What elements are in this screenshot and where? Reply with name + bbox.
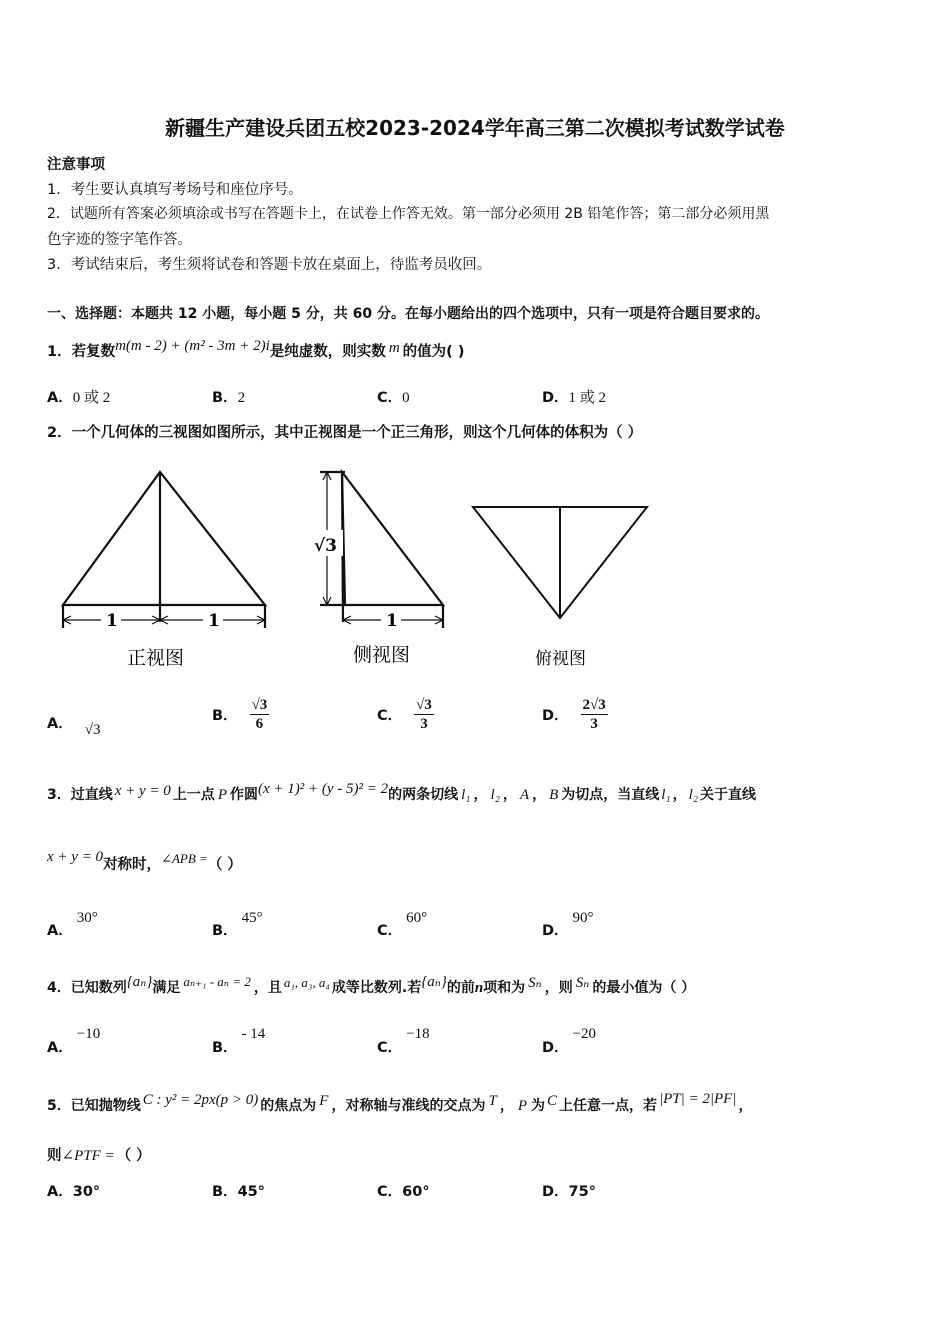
q5-text: 的焦点为 [260, 1098, 317, 1114]
option-d[interactable] [542, 1022, 597, 1056]
option-label: A． [47, 1184, 73, 1200]
question-5-cont [47, 1144, 151, 1165]
question-5 [47, 1091, 753, 1115]
q3-text: 的两条切线 [388, 787, 459, 803]
option-b[interactable] [212, 688, 269, 740]
section-heading: 一、选择题：本题共 12 小题，每小题 5 分，共 60 分。在每小题给出的四个选项中，只有一项是符合题目要求的。 [47, 306, 769, 322]
q3-text: 上一点 [172, 787, 215, 803]
q3-text: 3．过直线 [47, 787, 113, 803]
option-label: B． [212, 1040, 238, 1056]
option-label: C． [377, 1184, 403, 1200]
q3-point-a: A [519, 787, 530, 803]
option-value: 0 [402, 390, 410, 406]
q1-expression: m(m - 2) + (m² - 3m + 2)i [115, 338, 270, 354]
option-a[interactable] [47, 712, 101, 738]
q1-var: m [388, 340, 400, 356]
notice-item: 1．考生要认真填写考场号和座位序号。 [47, 182, 303, 198]
question-1 [47, 340, 464, 361]
question-2: 2．一个几何体的三视图如图所示，其中正视图是一个正三角形，则这个几何体的体积为（ ） [47, 425, 643, 441]
q3-l1: l₁ [461, 787, 471, 803]
option-c[interactable] [377, 386, 410, 407]
option-label: D． [542, 923, 569, 939]
option-b[interactable] [212, 1180, 265, 1201]
q3-text: 为切点，当直线 [561, 787, 660, 803]
option-b[interactable] [212, 1022, 266, 1056]
q5-text: ，对称轴与准线的交点为 [331, 1098, 486, 1114]
three-view-figure [55, 460, 675, 679]
fraction-denominator: 3 [590, 715, 598, 732]
q5-text: 5．已知抛物线 [47, 1098, 141, 1114]
option-label: C． [377, 1040, 403, 1056]
q5-angle: ∠PTF = [61, 1148, 115, 1164]
notice-item: 2．试题所有答案必须填涂或书写在答题卡上，在试卷上作答无效。第一部分必须用 2B 铅笔作答；第二部分必须用黑 [47, 206, 770, 222]
option-value: √3 [84, 722, 101, 738]
q4-recurrence: aₙ₊₁ - aₙ = 2 [183, 974, 251, 989]
q4-text: 的前 [446, 980, 475, 996]
option-label: B． [212, 707, 238, 724]
question-3: 3．过直线 x + y = 0 上一点 P 作圆(x + 1)² + (y - 5)² = 2的两条切线 l₁ ， l₂ ， A ， B 为切点，当直线 l₁ ， l₂ 关于直线 [47, 781, 757, 803]
q5-focus: F [319, 1093, 329, 1109]
q3-text: （ ） [207, 857, 242, 873]
question-3-cont [47, 849, 242, 874]
q4-text: ，且 [253, 980, 282, 996]
side-width-label: 1 [386, 611, 398, 631]
q5-text: ， [738, 1098, 753, 1114]
option-label: A． [47, 716, 73, 732]
option-b[interactable] [212, 906, 263, 939]
q4-sequence: {aₙ} [126, 974, 153, 990]
top-view-caption: 俯视图 [535, 649, 586, 669]
option-value: −20 [572, 1026, 597, 1042]
q3-text: 对称时， [103, 857, 162, 873]
q1-suffix: 的值为( ) [402, 344, 465, 360]
option-value: 30° [72, 1184, 101, 1200]
option-value: −18 [406, 1026, 430, 1042]
q4-text: 4．已知数列 [47, 980, 127, 996]
question-4 [47, 974, 696, 997]
option-a[interactable] [47, 1180, 100, 1201]
q4-text: 的最小值为（ ） [592, 980, 696, 996]
option-b[interactable] [212, 386, 245, 407]
q3-point-b: B [549, 787, 559, 803]
option-label: B． [212, 1184, 238, 1200]
option-d[interactable] [542, 688, 608, 740]
option-label: D． [542, 707, 569, 724]
notice-item: 3．考试结束后，考生须将试卷和答题卡放在桌面上，待监考员收回。 [47, 257, 492, 273]
option-value: 0 或 2 [72, 390, 111, 406]
fraction-numerator: √3 [416, 696, 432, 713]
q3-point-p: P [217, 787, 227, 803]
option-label: D． [542, 1040, 569, 1056]
side-view-caption: 侧视图 [353, 644, 411, 666]
q4-sum: Sₙ [528, 975, 542, 991]
q4-text: ，则 [544, 980, 573, 996]
option-c[interactable] [377, 1180, 430, 1201]
option-label: A． [47, 390, 73, 406]
option-a[interactable] [47, 1022, 101, 1056]
option-value: 60° [402, 1184, 430, 1200]
option-label: A． [47, 923, 73, 939]
q5-text: 上任意一点，若 [559, 1098, 657, 1114]
fraction-denominator: 3 [420, 715, 428, 732]
three-view-diagram [55, 460, 675, 675]
front-width-label-right: 1 [208, 611, 220, 631]
q3-text: 作圆 [229, 787, 258, 803]
notice-heading: 注意事项 [47, 157, 105, 173]
q4-sum: Sₙ [575, 975, 590, 991]
option-label: C． [377, 707, 403, 724]
option-value: −10 [76, 1026, 101, 1042]
side-height-label: √3 [314, 536, 338, 556]
q3-l2: l₂ [688, 787, 699, 803]
q4-sequence: {aₙ} [421, 974, 447, 990]
option-d[interactable] [542, 1180, 596, 1201]
q3-l2: l₂ [490, 787, 500, 803]
option-value: 90° [572, 910, 594, 926]
front-width-label-left: 1 [106, 611, 118, 631]
option-a[interactable] [47, 386, 110, 407]
notice-item: 色字迹的签字笔作答。 [47, 232, 192, 248]
option-a[interactable] [47, 906, 98, 939]
option-value: 60° [406, 910, 428, 926]
q5-curve-c: C [546, 1093, 557, 1109]
option-c[interactable] [377, 1022, 430, 1056]
q5-text: （ ） [116, 1148, 151, 1164]
fraction-numerator: √3 [251, 696, 268, 713]
option-c[interactable] [377, 688, 434, 740]
q1-mid: 是纯虚数，则实数 [269, 344, 386, 360]
option-value: 75° [568, 1184, 596, 1200]
q5-point-t: T [488, 1093, 497, 1109]
option-label: D． [542, 1184, 569, 1200]
q3-circle: (x + 1)² + (y - 5)² = 2 [257, 781, 389, 797]
q3-line: x + y = 0 [114, 783, 171, 799]
option-d[interactable] [542, 906, 594, 939]
fraction-denominator: 6 [255, 715, 264, 732]
q4-text: 满足 [152, 980, 181, 996]
option-value [414, 696, 434, 733]
q4-text: 项和为 [483, 980, 526, 996]
q4-terms: a₁, a₃, a₄ [283, 975, 330, 990]
page-title: 新疆生产建设兵团五校2023-2024学年高三第二次模拟考试数学试卷 [165, 116, 785, 140]
q5-text: 则 [47, 1148, 62, 1164]
q5-text: ， [499, 1098, 514, 1114]
option-value: 45° [237, 1184, 265, 1200]
option-label: C． [377, 923, 403, 939]
q3-text: 关于直线 [700, 787, 757, 803]
option-label: C． [377, 390, 403, 406]
front-view [63, 472, 265, 628]
q5-point-p: P [517, 1098, 527, 1114]
option-label: A． [47, 1040, 73, 1056]
option-label: B． [212, 923, 238, 939]
q4-n: n [474, 980, 484, 996]
top-view [473, 507, 647, 618]
option-label: B． [212, 390, 238, 406]
q3-l1: l₁ [661, 787, 671, 803]
option-value: 2 [237, 390, 246, 406]
q3-line: x + y = 0 [47, 849, 104, 865]
option-value: - 14 [241, 1026, 266, 1042]
option-value: 1 或 2 [568, 390, 607, 406]
option-label: D． [542, 390, 569, 406]
fraction-numerator: 2√3 [582, 696, 606, 713]
option-c[interactable] [377, 906, 428, 939]
q1-prefix: 1．若复数 [47, 344, 116, 360]
front-view-caption: 正视图 [127, 647, 185, 669]
option-d[interactable] [542, 386, 606, 407]
q4-text: 成等比数列.若 [331, 980, 422, 996]
q5-text: 为 [530, 1098, 545, 1114]
option-value: 30° [76, 910, 98, 926]
q5-condition: |PT| = 2|PF| [659, 1091, 737, 1107]
option-value [581, 696, 608, 733]
option-value: 45° [241, 910, 263, 926]
q3-angle: ∠APB = [161, 851, 208, 866]
option-value [250, 696, 270, 733]
q5-parabola: C : y² = 2px(p > 0) [142, 1092, 259, 1108]
